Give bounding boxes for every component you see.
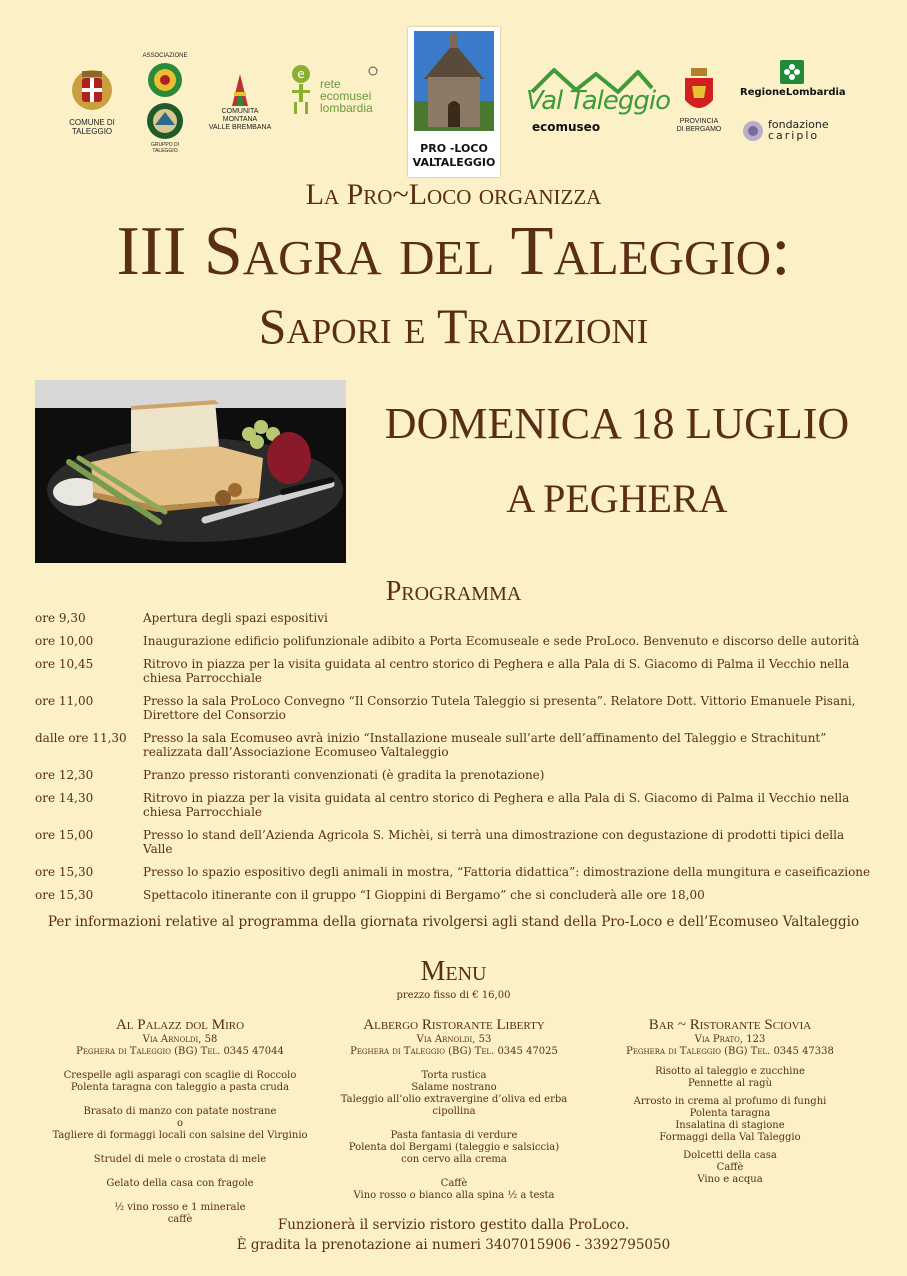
restaurant-albergo-liberty: [318, 1016, 590, 1202]
registered-mark-icon: [368, 66, 378, 76]
proloco-label-2: VALTALEGGIO: [412, 156, 496, 169]
programme-desc: Presso la sala ProLoco Convegno “Il Consorzio Tutela Taleggio si presenta”. Relatore Dott. Vittorio Emanuele Pisani, Direttore del Consorzio: [143, 694, 856, 722]
programme-desc: Presso la sala Ecomuseo avrà inizio “Installazione museale sull’arte dell’affinamento del Taleggio e Strachitunt” realizzata dall’Associazione Ecomuseo Valtaleggio: [143, 731, 827, 759]
menu-item: Polenta taragna: [689, 1108, 771, 1119]
programme-info: Per informazioni relative al programma della giornata rivolgersi agli stand della Pro-Loco e dell’Ecomuseo Valtaleggio: [47, 914, 860, 930]
restaurant-city: Peghera di Taleggio (BG) Tel. 0345 47338: [626, 1046, 834, 1057]
menu-spacer: [40, 1166, 320, 1178]
associazione-label: ASSOCIAZIONE: [142, 53, 188, 59]
programme-row: [35, 611, 875, 625]
programme-row: [35, 828, 875, 856]
menu-item: o: [176, 1118, 184, 1129]
programme-row: [35, 888, 875, 902]
logo-fondazione-cariplo: [742, 118, 846, 144]
programme-time: dalle ore 11,30: [35, 731, 127, 745]
restaurant-menu: [40, 1070, 320, 1226]
comunita-montana-label-1: COMUNITA MONTANA: [221, 108, 259, 123]
menu-item: Gelato della casa con fragole: [106, 1178, 254, 1189]
menu-item: Strudel di mele o crostata di mele: [93, 1154, 267, 1165]
valtaleggio-sub: ecomuseo: [532, 120, 601, 134]
restaurant-menu: [318, 1070, 590, 1202]
menu-item: Vino e acqua: [697, 1174, 763, 1185]
footer-notes: [0, 1215, 907, 1255]
logo-provincia-bergamo: [676, 68, 722, 138]
menu-item: Pasta fantasia di verdure: [390, 1130, 518, 1141]
restaurant-city: Peghera di Taleggio (BG) Tel. 0345 47044: [76, 1046, 284, 1057]
menu-item: Torta rustica: [421, 1070, 487, 1081]
menu-spacer: [318, 1118, 590, 1130]
logo-valtaleggio-ecomuseo: [526, 66, 670, 136]
restaurant-name: Bar ~ Ristorante Sciovia: [648, 1017, 812, 1033]
menu-item: Polenta taragna con taleggio a pasta cruda: [70, 1082, 290, 1093]
restaurant-palazz-dol-miro: [40, 1016, 320, 1226]
menu-heading: Menu: [420, 956, 487, 987]
gruppo-alpini-label: GRUPPO DI TALEGGIO: [150, 142, 180, 154]
regione-rose-icon: [780, 60, 804, 84]
menu-spacer: [40, 1142, 320, 1154]
ecomusei-label-2: ecomusei: [320, 89, 372, 103]
menu-item: Arrosto in crema al profumo di funghi: [633, 1096, 827, 1107]
svg-text:e: e: [297, 67, 305, 81]
programme-time: ore 11,00: [35, 694, 94, 708]
programme-desc: Ritrovo in piazza per la visita guidata al centro storico di Peghera e alla Pala di S. Giacomo di Palma il Vecchio nella chiesa Parrocchiale: [143, 657, 850, 685]
programme-row: [35, 634, 875, 648]
menu-spacer: [40, 1094, 320, 1106]
menu-item: Tagliere di formaggi locali con salsine del Virginio: [52, 1130, 308, 1141]
programme-desc: Presso lo stand dell’Azienda Agricola S. Michèi, si terrà una dimostrazione con degustazione di prodotti tipici della Valle: [143, 828, 845, 856]
programme-desc: Ritrovo in piazza per la visita guidata al centro storico di Peghera e alla Pala di S. Giacomo di Palma il Vecchio nella chiesa Parrocchiale: [143, 791, 850, 819]
restaurant-street: Via Arnoldi, 53: [416, 1034, 492, 1045]
menu-item: Vino rosso o bianco alla spina ½ a testa: [353, 1190, 555, 1201]
menu-item: Polenta dol Bergami (taleggio e salsiccia): [348, 1142, 560, 1153]
programme-time: ore 15,00: [35, 828, 94, 842]
restaurant-sciovia: [598, 1016, 862, 1186]
menu-item: Dolcetti della casa: [683, 1150, 777, 1161]
menu-item: Insalatina di stagione: [675, 1120, 785, 1131]
programme-row: [35, 791, 875, 819]
restaurant-name: Albergo Ristorante Liberty: [363, 1017, 545, 1033]
intro-line: La Pro~Loco organizza: [305, 178, 602, 211]
event-subtitle: Sapori e Tradizioni: [258, 298, 649, 354]
menu-item: Pennette al ragù: [687, 1078, 773, 1089]
footer-line-2: È gradita la prenotazione ai numeri 3407015906 - 3392795050: [236, 1237, 671, 1253]
programme-desc: Apertura degli spazi espositivi: [143, 611, 328, 625]
fondazione-label-1: fondazione: [768, 118, 829, 131]
programme-desc: Spettacolo itinerante con il gruppo “I Gioppini di Bergamo” che si concluderà alle ore 18,00: [143, 888, 705, 902]
programme-row: [35, 768, 875, 782]
menu-item: Taleggio all’olio extravergine d’oliva ed erba cipollina: [340, 1094, 568, 1117]
logo-comune-di-taleggio: [64, 62, 120, 142]
event-place: A PEGHERA: [506, 476, 728, 521]
programme-desc: Presso lo spazio espositivo degli animali in mostra, “Fattoria didattica”: dimostrazione della mungitura e caseificazione: [143, 865, 871, 879]
programme-time: ore 15,30: [35, 865, 94, 879]
programme-desc: Pranzo presso ristoranti convenzionati (è gradita la prenotazione): [143, 768, 545, 782]
menu-item: Crespelle agli asparagi con scaglie di Roccolo: [63, 1070, 297, 1081]
menu-item: caffè: [167, 1214, 193, 1225]
restaurant-name: Al Palazz dol Miro: [115, 1017, 245, 1033]
provincia-crest-icon: [676, 68, 722, 118]
menu-item: con cervo alla crema: [401, 1154, 507, 1165]
menu-item: Risotto al taleggio e zucchine: [655, 1066, 805, 1077]
menu-spacer: [40, 1190, 320, 1202]
comunita-montana-label-2: VALLE BREMBANA: [208, 124, 272, 131]
programme-row: [35, 694, 875, 722]
logo-rete-ecomusei: [288, 64, 384, 120]
provincia-label-1: PROVINCIA: [679, 118, 719, 125]
menu-item: Brasato di manzo con patate nostrane: [83, 1106, 277, 1117]
programme-heading: Programma: [385, 576, 522, 607]
programme-time: ore 14,30: [35, 791, 94, 805]
comune-label: COMUNE DI TALEGGIO: [69, 118, 115, 136]
programme-time: ore 9,30: [35, 611, 86, 625]
programme-list: [35, 611, 875, 911]
programme-time: ore 10,00: [35, 634, 94, 648]
restaurant-city: Peghera di Taleggio (BG) Tel. 0345 47025: [350, 1046, 558, 1057]
proloco-label-1: PRO -LOCO: [420, 142, 488, 155]
event-title: III Sagra del Taleggio:: [116, 213, 791, 290]
logo-regione-lombardia: [740, 60, 844, 100]
menu-price: prezzo fisso di € 16,00: [396, 990, 511, 1001]
programme-desc: Inaugurazione edificio polifunzionale adibito a Porta Ecomuseale e sede ProLoco. Benvenuto e discorso delle autorità: [143, 634, 860, 648]
provincia-label-2: DI BERGAMO: [676, 126, 722, 133]
programme-time: ore 12,30: [35, 768, 94, 782]
menu-item: Salame nostrano: [411, 1082, 497, 1093]
menu-item: Formaggi della Val Taleggio: [659, 1132, 801, 1143]
menu-spacer: [318, 1166, 590, 1178]
footer-line-1: Funzionerà il servizio ristoro gestito dalla ProLoco.: [277, 1217, 630, 1233]
menu-item: Caffè: [716, 1162, 744, 1173]
comunita-montana-icon: [204, 70, 276, 108]
programme-row: [35, 865, 875, 879]
programme-row: [35, 657, 875, 685]
programme-time: ore 10,45: [35, 657, 94, 671]
gruppo-alpini-badge-icon: [140, 100, 190, 142]
fondazione-mark-icon: [742, 120, 764, 142]
menu-item: Caffè: [440, 1178, 468, 1189]
ecomusei-label-3: lombardia: [320, 101, 373, 115]
regione-label: RegioneLombardia: [740, 87, 846, 98]
ecomusei-label-1: rete: [320, 77, 341, 91]
event-date: DOMENICA 18 LUGLIO: [384, 399, 850, 448]
valtaleggio-wordmark: Val Taleggio: [526, 86, 670, 116]
restaurant-street: Via Prato, 123: [694, 1034, 766, 1045]
restaurant-menu: [598, 1066, 862, 1186]
associazione-badge-icon: [140, 60, 190, 100]
cheese-platter-photo: [35, 380, 346, 563]
programme-row: [35, 731, 875, 759]
logo-associazione: [140, 52, 190, 154]
menu-item: ½ vino rosso e 1 minerale: [114, 1202, 246, 1213]
ecomusei-figure-icon: [288, 64, 316, 116]
comune-crest-icon: [64, 62, 120, 118]
fondazione-label-2: cariplo: [768, 129, 820, 142]
programme-time: ore 15,30: [35, 888, 94, 902]
church-photo-icon: [414, 31, 494, 131]
logo-proloco-valtaleggio: [408, 27, 500, 177]
logo-comunita-montana: [204, 70, 276, 132]
restaurant-street: Via Arnoldi, 58: [142, 1034, 218, 1045]
